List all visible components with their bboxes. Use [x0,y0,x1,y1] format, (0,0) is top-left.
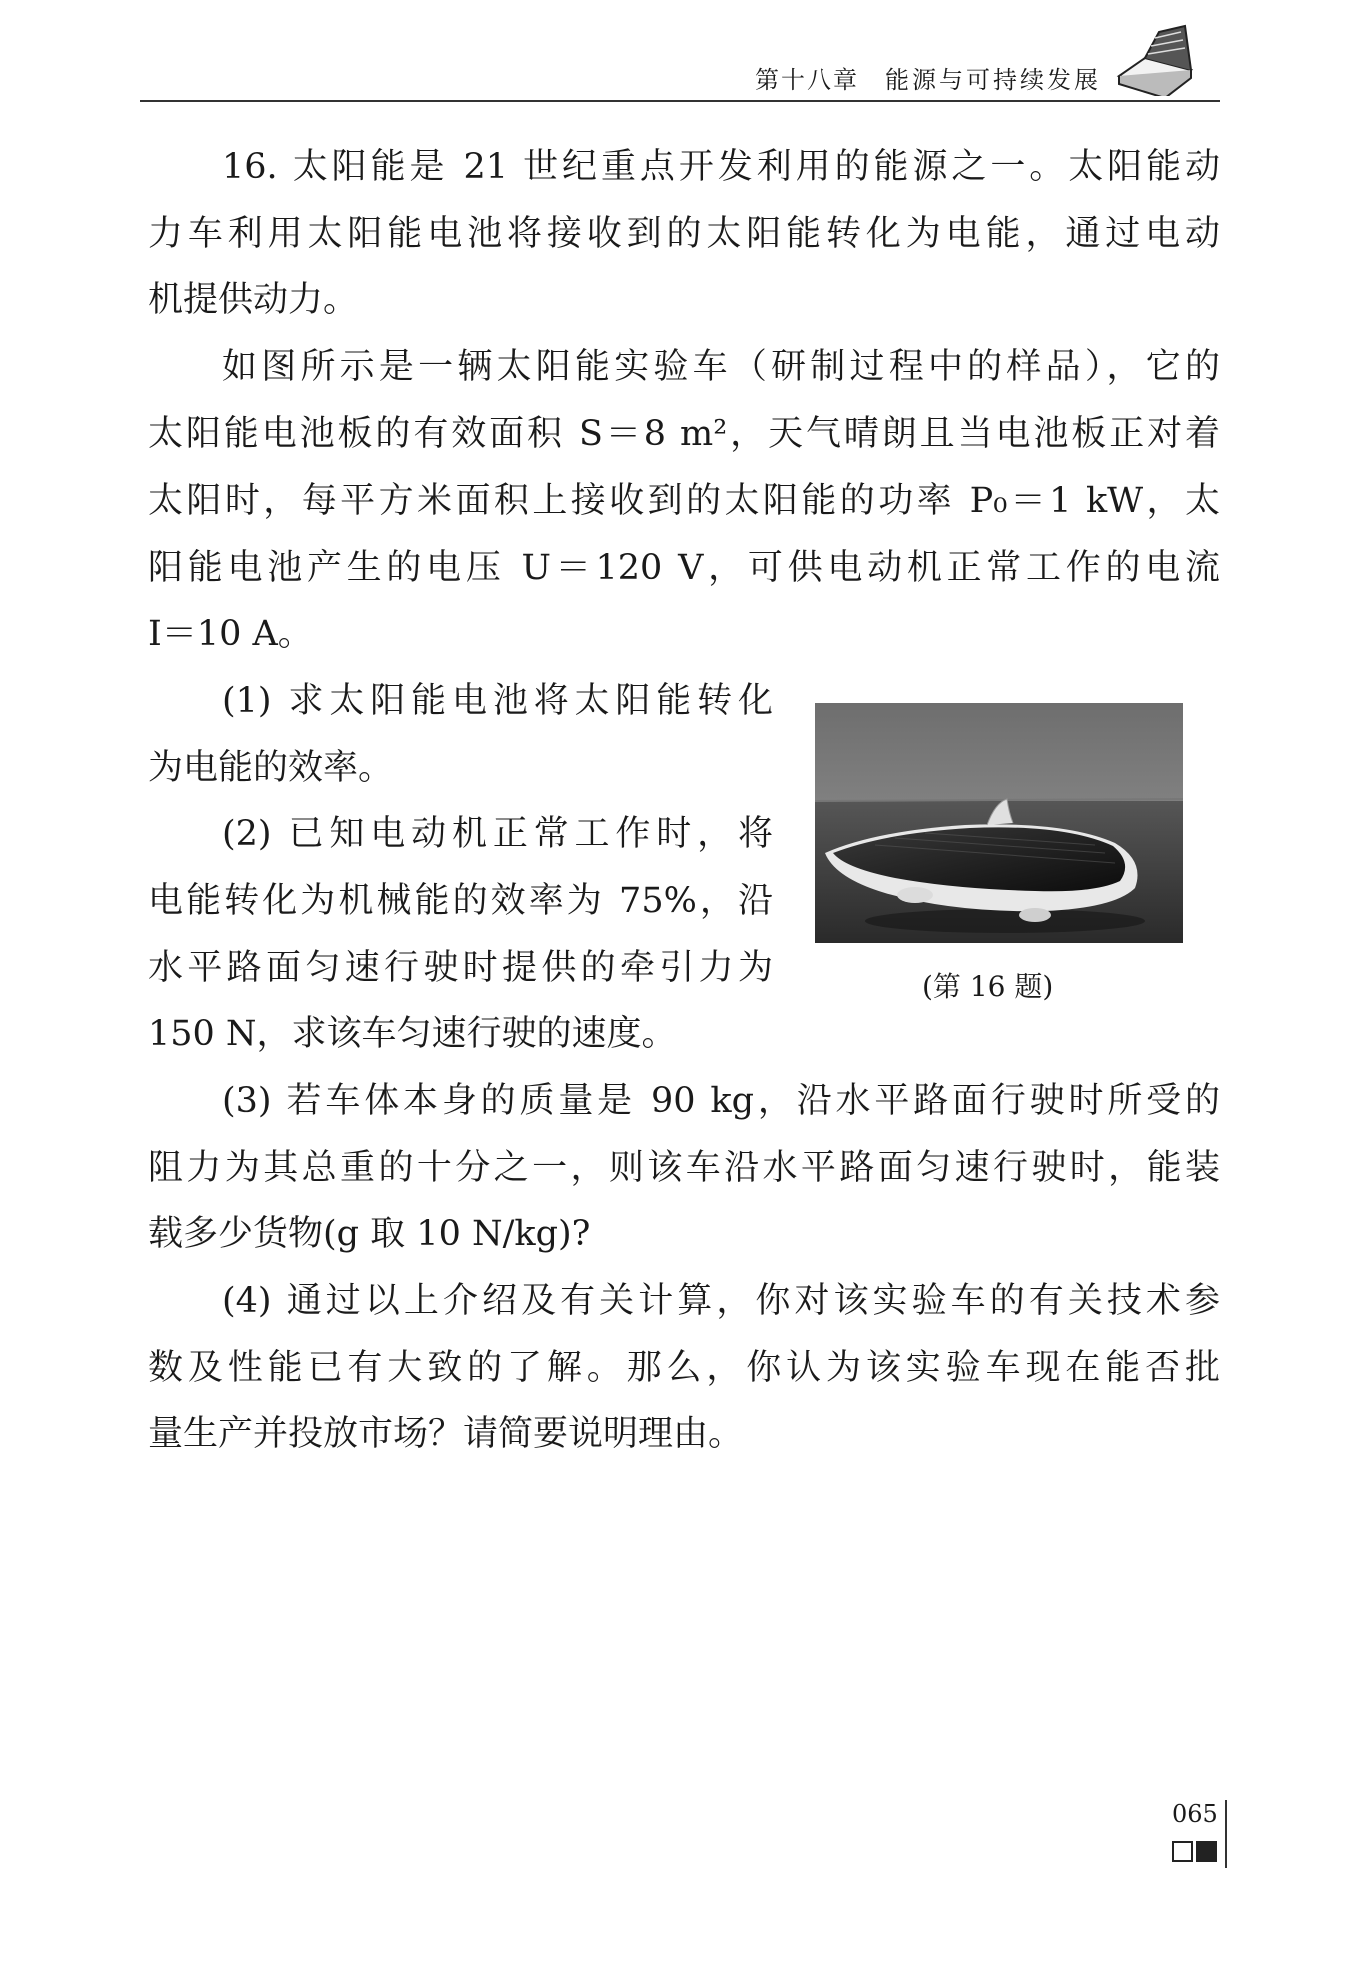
q4-line-2: 数及性能已有大致的了解。那么，你认为该实验车现在能否批 [148,1348,1220,1388]
intro-line-3: 机提供动力。 [148,280,359,320]
q1-line-1: (1) 求太阳能电池将太阳能转化 [222,681,773,721]
solar-car-photo [815,703,1183,943]
footer-rule [1225,1800,1227,1868]
q2-line-3: 水平路面匀速行驶时提供的牵引力为 [148,948,773,988]
q4-line-1: (4) 通过以上介绍及有关计算，你对该实验车的有关技术参 [222,1281,1220,1321]
q3-line-2: 阻力为其总重的十分之一，则该车沿水平路面匀速行驶时，能装 [148,1148,1220,1188]
q1-line-2: 为电能的效率。 [148,748,394,788]
para2-line-3: 太阳时，每平方米面积上接收到的太阳能的功率 P₀＝1 kW，太 [148,481,1220,521]
header-rule [140,100,1220,102]
figure-caption: (第 16 题) [922,970,1054,1003]
para2-line-2: 太阳能电池板的有效面积 S＝8 m²，天气晴朗且当电池板正对着 [148,414,1220,454]
q2-line-1: (2) 已知电动机正常工作时，将 [222,814,773,854]
para2-line-4: 阳能电池产生的电压 U＝120 V，可供电动机正常工作的电流 [148,548,1220,588]
page-corner-marks [1172,1840,1220,1864]
q3-line-3: 载多少货物(g 取 10 N/kg)? [148,1214,591,1254]
q2-line-4: 150 N，求该车匀速行驶的速度。 [148,1014,677,1054]
q4-line-3: 量生产并投放市场？请简要说明理由。 [148,1414,744,1454]
intro-line-1: 16. 太阳能是 21 世纪重点开发利用的能源之一。太阳能动 [222,147,1220,187]
header-chapter: 第十八章 [755,66,859,94]
q3-line-1: (3) 若车体本身的质量是 90 kg，沿水平路面行驶时所受的 [222,1081,1220,1121]
para2-line-1: 如图所示是一辆太阳能实验车（研制过程中的样品），它的 [222,347,1220,387]
intro-line-2: 力车利用太阳能电池将接收到的太阳能转化为电能，通过电动 [148,214,1220,254]
header-title: 能源与可持续发展 [885,66,1101,94]
book-icon [1115,24,1195,96]
q2-line-2: 电能转化为机械能的效率为 75%，沿 [148,881,773,921]
page-number: 065 [1172,1800,1218,1828]
para2-line-5: I＝10 A。 [148,614,313,654]
